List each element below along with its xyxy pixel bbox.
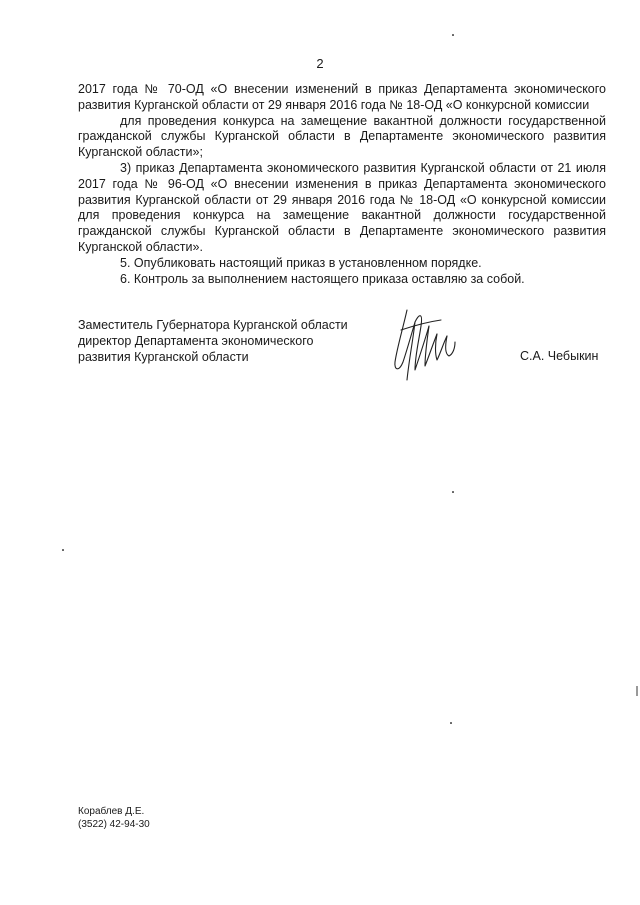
position-line: директор Департамента экономического — [78, 333, 314, 348]
scan-speck — [452, 34, 454, 36]
scan-speck — [62, 549, 64, 551]
paragraph-continuation: 2017 года № 70-ОД «О внесении изменений в приказ Департамента экономического развития Курганской области от 29 января 2016 года № 18-ОД «О конкурсной комиссии — [78, 82, 606, 112]
scan-edge-mark — [636, 686, 638, 696]
executor-phone: (3522) 42-94-30 — [78, 819, 150, 830]
signer-name: С.А. Чебыкин — [520, 349, 599, 363]
paragraph-continuation-indented: для проведения конкурса на замещение вакантной должности государственной гражданской службы Курганской области в Департаменте экономического развития Курганской области»; — [78, 113, 606, 160]
paragraph-item-6: 6. Контроль за выполнением настоящего приказа оставляю за собой. — [120, 271, 525, 286]
executor-info — [78, 805, 150, 831]
document-body — [78, 82, 606, 287]
paragraph-item-3: 3) приказ Департамента экономического развития Курганской области от 21 июля 2017 года № 96-ОД «О внесении изменения в приказ Департамента экономического развития Курганской области от 29 января 2016 года № 18-ОД «О конкурсной комиссии для проведения конкурса на замещение вакантной должности государственной гражданской службы Курганской области в Департаменте экономического развития Курганской области». — [78, 160, 606, 254]
paragraph-item-5: 5. Опубликовать настоящий приказ в установленном порядке. — [120, 255, 482, 270]
page-number: 2 — [316, 56, 324, 71]
handwritten-signature — [385, 300, 465, 386]
scan-speck — [452, 491, 454, 493]
signatory-position — [78, 318, 378, 365]
scan-speck — [450, 722, 452, 724]
position-line: Заместитель Губернатора Курганской области — [78, 318, 348, 332]
position-line: развития Курганской области — [78, 349, 249, 364]
executor-name: Кораблев Д.Е. — [78, 806, 145, 817]
